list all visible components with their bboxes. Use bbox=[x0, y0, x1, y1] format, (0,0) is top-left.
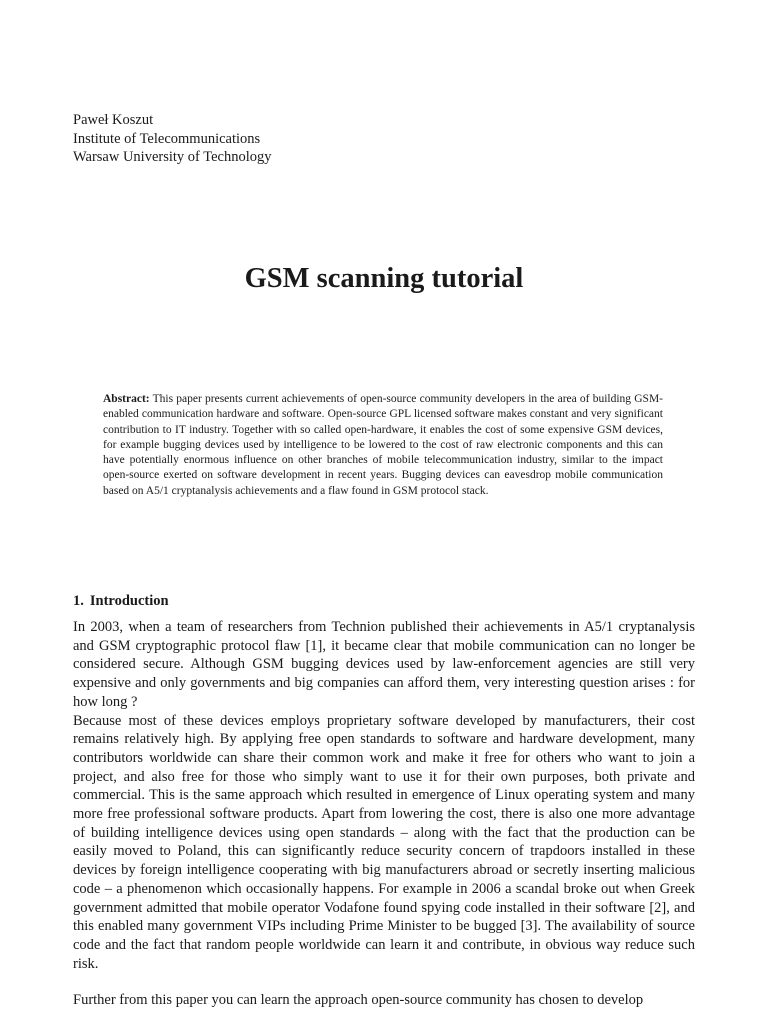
paper-title: GSM scanning tutorial bbox=[244, 263, 524, 294]
author-university: Warsaw University of Technology bbox=[73, 149, 272, 165]
section-heading bbox=[73, 592, 169, 610]
body-paragraph: Because most of these devices employs proprietary software developed by manufacturers, their cost remains relatively high. By applying free open standards to software and hardware development, many contributors worldwide can share their common work and make it free for others who want to join a project, and also free for those who simply want to use it for their own purposes, both private and commercial. This is the same approach which resulted in emergence of Linux operating system and many more free professional software products. Apart from lowering the cost, there is also one more advantage of building intelligence devices using open standards – along with the fact that the production can be easily moved to Poland, this can significantly reduce security concern of trapdoors installed in these devices by foreign intelligence cooperating with big manufacturers abroad or secretly inserting malicious code – a phenomenon which occasionally happens. For example in 2006 a scandal broke out when Greek government admitted that mobile operator Vodafone found spying code installed in their software [2], and this enabled many government VIPs including Prime Minister to be bugged [3]. The availability of source code and the fact that random people worldwide can learn it and contribute, in obvious way reduce such risk. bbox=[73, 712, 695, 972]
body-paragraph: In 2003, when a team of researchers from Technion published their achievements in A5/1 cryptanalysis and GSM cryptographic protocol flaw [1], it became clear that mobile communication can no longer be considered secure. Although GSM bugging devices used by law-enforcement agencies are still very expensive and only governments and big companies can afford them, very interesting question arises : for how long ? bbox=[73, 619, 695, 710]
author-institute: Institute of Telecommunications bbox=[73, 130, 261, 147]
section-body bbox=[73, 618, 695, 1010]
section-title: Introduction bbox=[89, 593, 169, 609]
section-number: 1. bbox=[73, 593, 84, 609]
author-block bbox=[73, 111, 272, 167]
abstract bbox=[103, 392, 663, 499]
author-name: Paweł Koszut bbox=[73, 112, 154, 128]
abstract-text: This paper presents current achievements of open-source community developers in the area of building GSM-enabled communication hardware and software. Open-source GPL licensed software makes constant and very significant contribution to IT industry. Together with so called open-hardware, it enables the cost of some expensive GSM devices, for example bugging devices used by intelligence to be lowered to the cost of raw electronic components and this can have potentially enormous influence on other branches of mobile telecommunication industry, similar to the impact open-source exerted on software development in recent years. Bugging devices can eavesdrop mobile communication based on A5/1 cryptanalysis achievements and a flaw found in GSM protocol stack. bbox=[103, 393, 664, 497]
abstract-label: Abstract: bbox=[103, 393, 150, 405]
body-paragraph: Further from this paper you can learn the approach open-source community has chosen to develop bbox=[73, 992, 644, 1009]
